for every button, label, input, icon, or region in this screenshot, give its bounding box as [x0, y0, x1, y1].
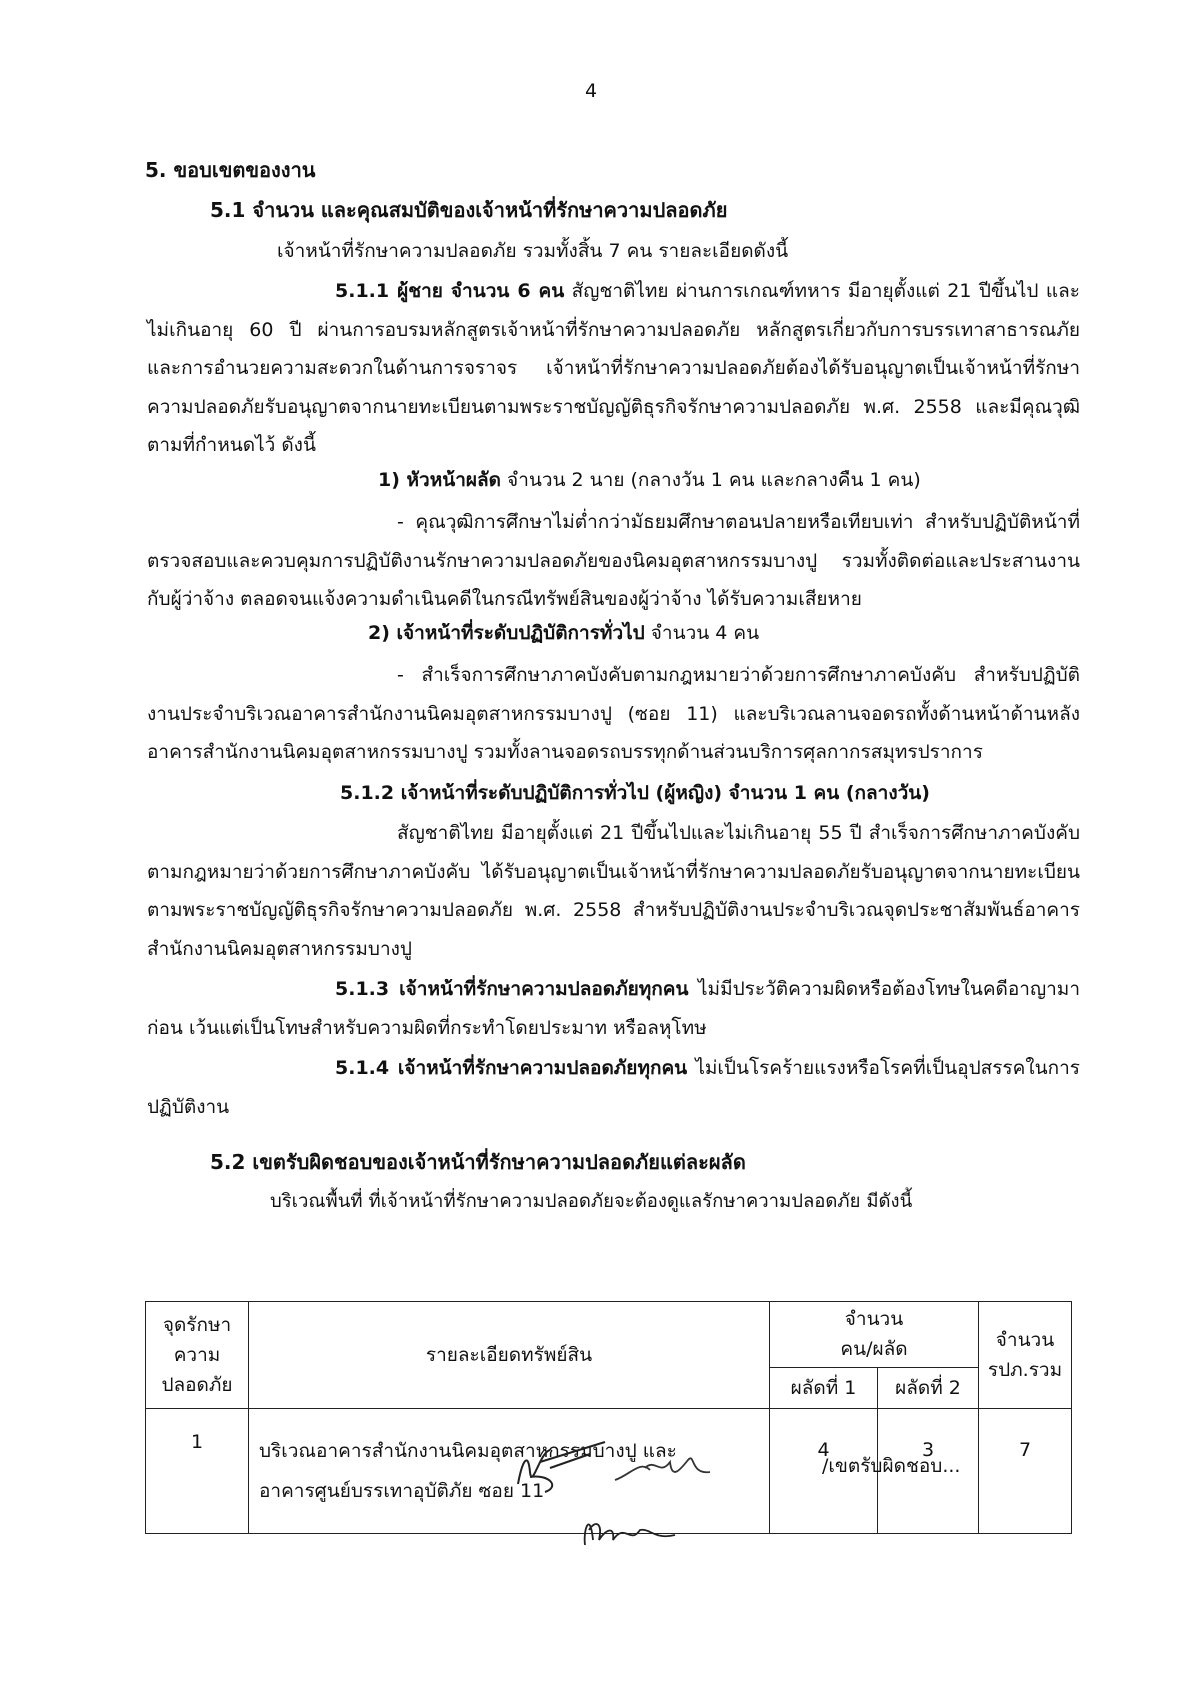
header-total-line1: จำนวน [995, 1329, 1055, 1351]
subsection-5-1-intro: เจ้าหน้าที่รักษาความปลอดภัย รวมทั้งสิ้น 7 คน รายละเอียดดังนี้ [277, 240, 789, 262]
item-1-label: 1) หัวหน้าผลัด [378, 469, 502, 491]
item-1-detail [147, 503, 1080, 619]
header-total [979, 1302, 1072, 1409]
paragraph-5-1-1-text: สัญชาติไทย ผ่านการเกณฑ์ทหาร มีอายุตั้งแต่ 21 ปีขึ้นไป และไม่เกินอายุ 60 ปี ผ่านการอบรมหลักสูตรเจ้าหน้าที่รักษาความปลอดภัย หลักสูตรเกี่ยวกับการบรรเทาสาธารณภัย และการอำนวยความสะดวกในด้านการจราจร เจ้าหน้าที่รักษาความปลอดภัยต้องได้รับอนุญาตเป็นเจ้าหน้าที่รักษาความปลอดภัยรับอนุญาตจากนายทะเบียนตามพระราชบัญญัติธุรกิจรักษาความปลอดภัย พ.ศ. 2558 และมีคุณวุฒิตามที่กำหนดไว้ ดังนี้ [147, 280, 1080, 456]
continuation-text: /เขตรับผิดชอบ... [822, 1455, 961, 1477]
header-point [146, 1302, 249, 1409]
cell-point: 1 [146, 1409, 249, 1534]
paragraph-5-1-2 [147, 814, 1080, 968]
signature-2 [610, 1440, 720, 1495]
paragraph-5-1-4 [147, 1049, 1080, 1126]
header-shift-2: ผลัดที่ 2 [878, 1367, 979, 1408]
header-count-line2: คน/ผลัด [840, 1338, 908, 1361]
header-detail: รายละเอียดทรัพย์สิน [249, 1302, 770, 1409]
paragraph-5-1-1-label: 5.1.1 ผู้ชาย จำนวน 6 คน [335, 280, 565, 302]
header-count-line1: จำนวน [844, 1308, 904, 1331]
paragraph-5-1-1 [147, 272, 1080, 465]
item-2-detail [147, 656, 1080, 772]
cell-total: 7 [979, 1409, 1072, 1534]
paragraph-5-1-3-label: 5.1.3 เจ้าหน้าที่รักษาความปลอดภัยทุกคน [335, 978, 689, 1000]
subsection-5-2-heading: 5.2 เขตรับผิดชอบของเจ้าหน้าที่รักษาความปลอดภัยแต่ละผลัด [210, 1150, 746, 1174]
table-header-row [146, 1302, 1072, 1368]
item-2-line [368, 622, 759, 645]
header-shift-1: ผลัดที่ 1 [770, 1367, 878, 1408]
paragraph-5-1-4-label: 5.1.4 เจ้าหน้าที่รักษาความปลอดภัยทุกคน [335, 1057, 688, 1079]
paragraph-5-1-3 [147, 970, 1080, 1047]
header-point-line1: จุดรักษา [162, 1314, 232, 1336]
header-point-line2: ความ [173, 1344, 221, 1366]
subsection-5-1-heading: 5.1 จำนวน และคุณสมบัติของเจ้าหน้าที่รักษาความปลอดภัย [210, 198, 728, 222]
signature-3 [575, 1500, 685, 1560]
paragraph-5-1-3-text: ไม่มีประวัติความผิดหรือต้องโทษในคดีอาญามาก่อน เว้นแต่เป็นโทษสำหรับความผิดที่กระทำโดยประมาท หรือลหุโทษ [147, 978, 1080, 1039]
paragraph-5-1-4-text: ไม่เป็นโรคร้ายแรงหรือโรคที่เป็นอุปสรรคในการปฏิบัติงาน [147, 1057, 1080, 1118]
header-count [770, 1302, 979, 1368]
cell-detail-line2: อาคารศูนย์บรรเทาอุบัติภัย ซอย 11 [259, 1480, 545, 1502]
section-heading: 5. ขอบเขตของงาน [145, 158, 316, 182]
item-2-label: 2) เจ้าหน้าที่ระดับปฏิบัติการทั่วไป [368, 622, 645, 644]
header-point-line3: ปลอดภัย [161, 1374, 233, 1396]
paragraph-5-1-2-text: สัญชาติไทย มีอายุตั้งแต่ 21 ปีขึ้นไปและไม่เกินอายุ 55 ปี สำเร็จการศึกษาภาคบังคับตามกฎหมายว่าด้วยการศึกษาภาคบังคับ ได้รับอนุญาตเป็นเจ้าหน้าที่รักษาความปลอดภัยรับอนุญาตจากนายทะเบียนตามพระราชบัญญัติธุรกิจรักษาความปลอดภัย พ.ศ. 2558 สำหรับปฏิบัติงานประจำบริเวณจุดประชาสัมพันธ์อาคารสำนักงานนิคมอุตสาหกรรมบางปู [147, 822, 1080, 960]
cell-shift-2: 3 [878, 1409, 979, 1534]
header-total-line2: รปภ.รวม [987, 1359, 1063, 1381]
item-2-detail-text: - สำเร็จการศึกษาภาคบังคับตามกฎหมายว่าด้วยการศึกษาภาคบังคับ สำหรับปฏิบัติงานประจำบริเวณอาคารสำนักงานนิคมอุตสาหกรรมบางปู (ซอย 11) และบริเวณลานจอดรถทั้งด้านหน้าด้านหลังอาคารสำนักงานนิคมอุตสาหกรรมบางปู รวมทั้งลานจอดรถบรรทุกด้านส่วนบริการศุลกากรสมุทรปราการ [147, 664, 1080, 763]
item-1-line [378, 469, 921, 492]
subsection-5-2-intro: บริเวณพื้นที่ ที่เจ้าหน้าที่รักษาความปลอดภัยจะต้องดูแลรักษาความปลอดภัย มีดังนี้ [270, 1191, 913, 1212]
paragraph-5-1-2-label: 5.1.2 เจ้าหน้าที่ระดับปฏิบัติการทั่วไป (ผู้หญิง) จำนวน 1 คน (กลางวัน) [340, 782, 930, 804]
page-number: 4 [585, 80, 598, 102]
item-1-detail-text: - คุณวุฒิการศึกษาไม่ต่ำกว่ามัธยมศึกษาตอนปลายหรือเทียบเท่า สำหรับปฏิบัติหน้าที่ตรวจสอบและควบคุมการปฏิบัติงานรักษาความปลอดภัยของนิคมอุตสาหกรรมบางปู รวมทั้งติดต่อและประสานงานกับผู้ว่าจ้าง ตลอดจนแจ้งความดำเนินคดีในกรณีทรัพย์สินของผู้ว่าจ้าง ได้รับความเสียหาย [147, 511, 1080, 610]
cell-detail-line1: บริเวณอาคารสำนักงานนิคมอุตสาหกรรมบางปู และ [259, 1440, 677, 1462]
item-1-text: จำนวน 2 นาย (กลางวัน 1 คน และกลางคืน 1 คน) [501, 469, 921, 491]
item-2-text: จำนวน 4 คน [644, 622, 760, 644]
cell-shift-1: 4 [770, 1409, 878, 1534]
